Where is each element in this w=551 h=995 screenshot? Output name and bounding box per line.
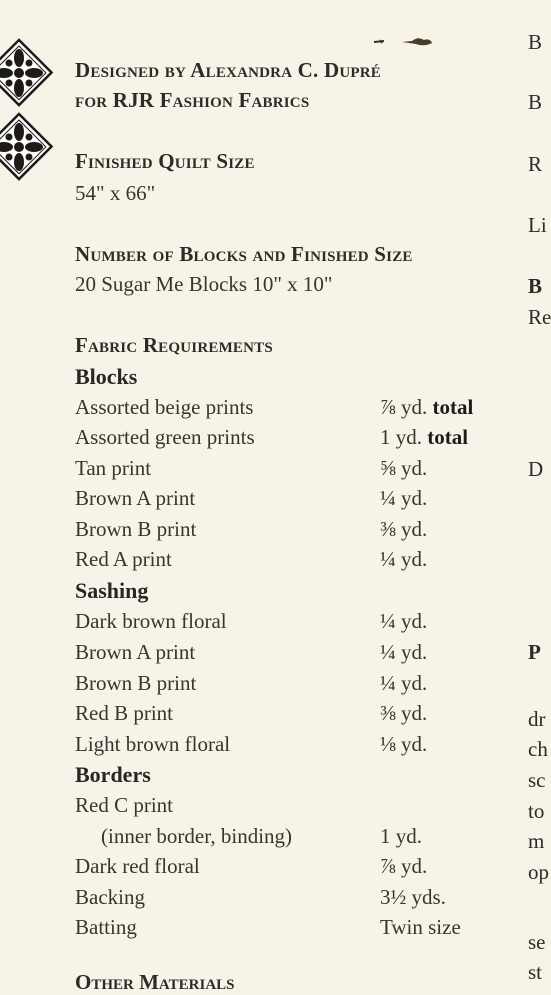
blocks-info-heading: Number of Blocks and Finished Size [75, 242, 413, 266]
fabric-name: Tan print [75, 456, 152, 480]
fabric-row [75, 640, 505, 666]
right-column-fragment: se [528, 930, 546, 954]
fabric-qty: ¼ yd. [380, 486, 428, 510]
designer-credit-line2: for RJR Fashion Fabrics [75, 88, 310, 112]
fabric-row [75, 701, 505, 727]
fabric-qty: 1 yd. total [380, 425, 469, 449]
fabric-name: Red A print [75, 547, 172, 571]
fabric-name: Dark brown floral [75, 609, 227, 633]
fabric-qty: ⅞ yd. [380, 854, 428, 878]
fabric-qty: ¼ yd. [380, 609, 428, 633]
other-materials-heading: Other Materials [75, 970, 235, 994]
ink-smudge [372, 34, 434, 48]
right-column-fragment: to [528, 799, 545, 823]
finished-size-heading: Finished Quilt Size [75, 149, 255, 173]
right-column-fragment: D [528, 457, 544, 481]
fabric-row [75, 671, 505, 697]
right-column-fragment: m [528, 829, 545, 853]
fabric-row [75, 395, 505, 421]
fabric-qty: 3½ yds. [380, 885, 446, 909]
right-column-fragment: ch [528, 737, 548, 761]
fabric-name: Batting [75, 915, 137, 939]
fabric-row [75, 854, 505, 880]
fabric-name: Brown A print [75, 486, 196, 510]
sashing-subheading: Sashing [75, 578, 149, 603]
fabric-requirements-heading: Fabric Requirements [75, 333, 273, 357]
fabric-name: Red B print [75, 701, 173, 725]
fabric-row [75, 517, 505, 543]
right-column-fragment: sc [528, 768, 546, 792]
fabric-row [75, 732, 505, 758]
quilt-block-ornament-icon [0, 36, 56, 110]
fabric-row [75, 824, 505, 850]
blocks-subheading: Blocks [75, 364, 138, 389]
finished-size-value: 54" x 66" [75, 181, 156, 205]
fabric-name: Assorted green prints [75, 425, 255, 449]
fabric-row [75, 793, 505, 819]
fabric-row [75, 456, 505, 482]
fabric-name: Brown B print [75, 671, 197, 695]
right-column-fragment: R [528, 152, 543, 176]
fabric-row [75, 425, 505, 451]
fabric-note: (inner border, binding) [101, 824, 293, 848]
fabric-qty: ¼ yd. [380, 640, 428, 664]
designer-credit-line1: Designed by Alexandra C. Dupré [75, 58, 381, 82]
quilt-block-ornament-icon [0, 110, 56, 184]
fabric-name: Brown B print [75, 517, 197, 541]
fabric-qty: Twin size [380, 915, 461, 939]
fabric-name: Backing [75, 885, 145, 909]
fabric-name: Brown A print [75, 640, 196, 664]
fabric-qty: 1 yd. [380, 824, 422, 848]
fabric-qty: ⅝ yd. [380, 456, 428, 480]
fabric-qty: ⅞ yd. total [380, 395, 474, 419]
fabric-row [75, 915, 505, 941]
fabric-qty: ⅜ yd. [380, 701, 428, 725]
fabric-name: Assorted beige prints [75, 395, 254, 419]
fabric-qty: ⅛ yd. [380, 732, 428, 756]
right-column-fragment: dr [528, 707, 546, 731]
fabric-row [75, 486, 505, 512]
fabric-row [75, 547, 505, 573]
fabric-qty: ¼ yd. [380, 671, 428, 695]
right-column-fragment: B [528, 30, 543, 54]
fabric-row [75, 609, 505, 635]
right-column-fragment: B [528, 274, 543, 298]
borders-subheading: Borders [75, 762, 151, 787]
right-column-fragment: Li [528, 213, 547, 237]
right-column-fragment: B [528, 90, 543, 114]
fabric-name: Dark red floral [75, 854, 200, 878]
right-column-fragment: Re [528, 305, 551, 329]
blocks-info-value: 20 Sugar Me Blocks 10" x 10" [75, 272, 333, 296]
right-column-fragment: op [528, 860, 549, 884]
fabric-qty: ¼ yd. [380, 547, 428, 571]
fabric-name: Red C print [75, 793, 173, 817]
right-column-fragment: P [528, 640, 541, 664]
fabric-qty: ⅜ yd. [380, 517, 428, 541]
right-column-fragment: st [528, 960, 543, 984]
fabric-name: Light brown floral [75, 732, 231, 756]
fabric-row [75, 885, 505, 911]
